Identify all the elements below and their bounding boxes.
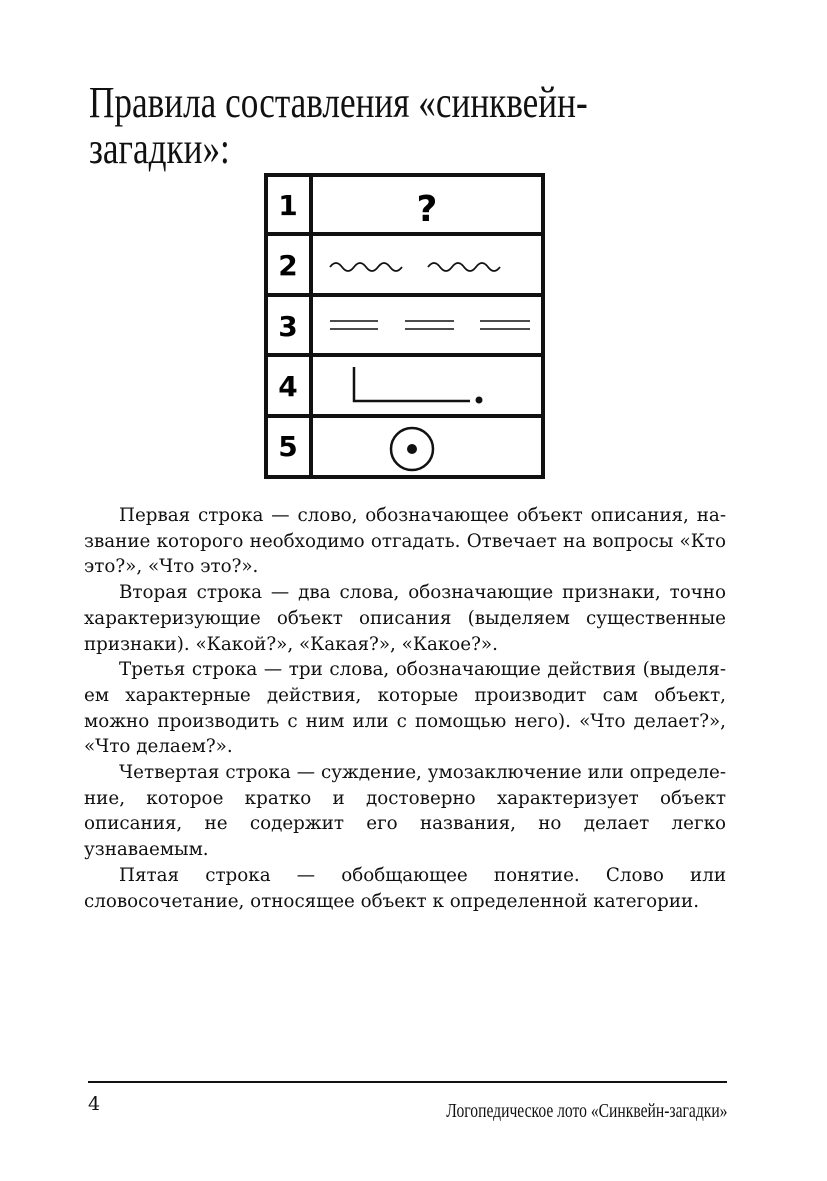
paragraph-line-5: Пятая строка — обобщающее понятие. Слово или словосочетание, относящее объект к определенной категории.: [84, 864, 726, 912]
cinquain-scheme-table: [264, 173, 546, 481]
wavy-lines-icon: [330, 263, 500, 271]
double-lines-icon: [330, 321, 530, 329]
table-grid: [266, 175, 543, 477]
rules-text: [84, 503, 726, 914]
footer-divider: [88, 1081, 727, 1083]
question-mark-icon: ?: [416, 189, 438, 230]
paragraph-line-4: Четвертая строка — суждение, умозаключение или определение, которое кратко и достоверно характеризует объект описания, не содержит его названия, но делает легко узнаваемым.: [84, 762, 726, 861]
paragraph-line-3: Третья строка — три слова, обозначающие действия (выделяем характерные действия, которые производит сам объект, можно производить с ним или с помощью него). «Что делает?», «Что делаем?».: [84, 659, 726, 758]
row-number-3: 3: [278, 310, 298, 343]
row-number-4: 4: [278, 370, 298, 403]
paragraph-line-2: Вторая строка — два слова, обозначающие признаки, точно характеризующие объект описания (выделяем существенные признаки). «Какой?», «Какая?», «Какое?».: [84, 582, 726, 655]
row-number-2: 2: [278, 249, 298, 282]
circle-with-dot-icon: [391, 428, 433, 470]
line-with-dot-icon: [354, 367, 483, 404]
row-number-5: 5: [278, 430, 298, 463]
page-number: 4: [88, 1093, 101, 1115]
running-title: Логопедическое лото «Синквейн-загадки»: [445, 1100, 727, 1122]
row-number-1: 1: [278, 189, 298, 222]
page-title: Правила составления «синквейн-загадки»:: [89, 78, 588, 173]
paragraph-line-1: Первая строка — слово, обозначающее объект описания, название которого необходимо отгадать. Отвечает на вопросы «Кто это?», «Что это?».: [84, 505, 726, 578]
